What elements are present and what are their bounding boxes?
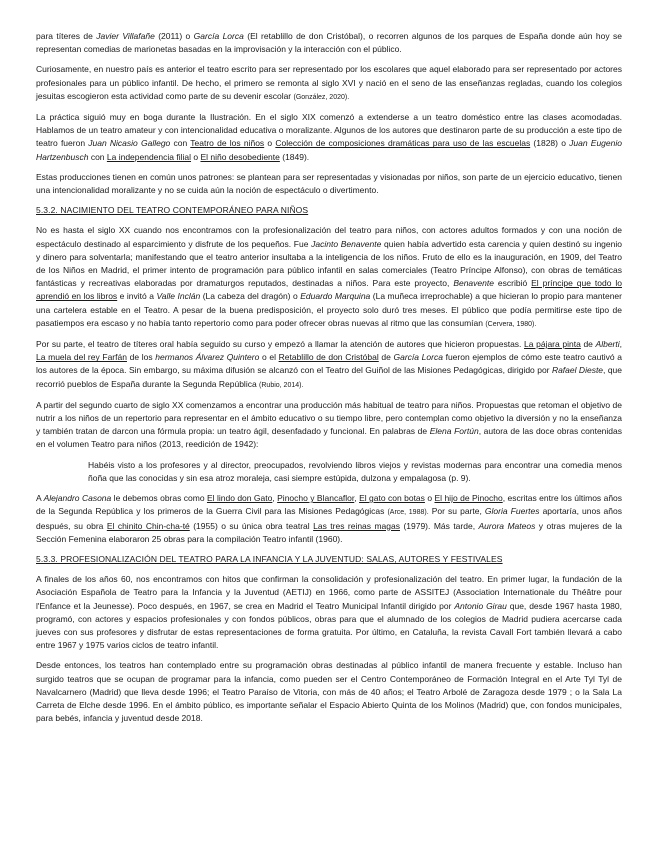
- italic-name: Javier Villafañe: [96, 31, 155, 41]
- work-title: El hijo de Pinocho: [434, 493, 503, 504]
- text-run: quien había advertido esta carencia y quien destinó su ingenio y dinero para solventarla; manifestando que el teatro anterior insultaba a la inteligencia de los niños. Fruto de ello es la inauguración, en 1909, del Teatro de los Niños en Madrid, el primer intento de programación para público infantil en salas comerciales (Teatro Príncipe Alfonso), con obras de temáticas fantásticas y recreativas elaboradas por dramaturgos reputados, destinadas a niños. Para este proyecto,: [36, 238, 622, 289]
- text-run: No es hasta el siglo XX cuando nos encontramos con la profesionalización del teatro para niños, con actores adultos formados y con una noción de espectáculo destinado al esparcimiento y disfrute de los pequeños. Fue: [36, 225, 622, 249]
- text-run: y otras mujeres de la Sección Femenina elaboraron 25 obras para la compilación Teatro infantil (1960).: [36, 520, 623, 544]
- italic-name: Aurora Mateos: [478, 520, 536, 531]
- italic-name: García Lorca: [193, 31, 244, 41]
- text-run: Habéis visto a los profesores y al director, preocupados, revolviendo libros viejos y revistas modernas para encontrar una comedia menos ñoña que las conocidas y sin esa atroz moraleja, casi siempre estúpida, dulzona y empalagosa (p. 9).: [88, 459, 622, 483]
- text-run: 5.3.2. NACIMIENTO DEL TEATRO CONTEMPORÁNEO PARA NIÑOS: [36, 205, 309, 216]
- italic-name: Rafael Dieste: [551, 365, 604, 376]
- work-title: El niño desobediente: [200, 151, 280, 162]
- text-run: (1955) o su única obra teatral: [189, 520, 314, 531]
- text-run: o el: [259, 352, 279, 363]
- italic-name: Valle Inclán: [156, 291, 201, 302]
- work-title: El príncipe que todo lo aprendió en los libros: [36, 278, 622, 302]
- work-title: El gato con botas: [359, 493, 425, 504]
- work-title: La muela del rey Farfán: [36, 352, 127, 363]
- work-title: El lindo don Gato: [206, 493, 273, 504]
- text-run: (El retablillo de don Cristóbal), o recorren algunos de los parques de España donde aún hoy se representan comedias de marionetas basadas en la improvisación y la interacción con el público.: [36, 31, 622, 55]
- paragraph: [36, 224, 622, 331]
- text-run: (2011) o: [154, 31, 194, 41]
- paragraph: [36, 171, 622, 197]
- text-run: Por su parte, el teatro de títeres oral había seguido su curso y empezó a llamar la atención de autores que hicieron propuestas.: [36, 339, 525, 350]
- italic-name: Jacinto Benavente: [311, 238, 382, 249]
- block-quote: [36, 459, 622, 485]
- paragraph: [36, 492, 622, 546]
- citation: (Cervera, 1980).: [485, 320, 537, 328]
- paragraph: [36, 30, 622, 56]
- text-run: (La cabeza del dragón) o: [200, 291, 301, 302]
- section-heading: [36, 204, 622, 217]
- work-title: La independencia filial: [106, 151, 192, 162]
- italic-name: Antonio Girau: [454, 600, 507, 611]
- work-title: El chinito Chin-cha-té: [106, 520, 190, 531]
- paragraph: [36, 338, 622, 392]
- italic-name: Alejandro Casona: [43, 493, 112, 504]
- paragraph: [36, 573, 622, 652]
- text-run: fueron ejemplos de cómo este teatro cautivó a los autores de la época. Sin embargo, su máxima difusión se alcanzó con el Teatro del Guiñol de las Misiones Pedagógicas, dirigido por: [36, 352, 622, 376]
- italic-name: Benavente: [453, 278, 494, 289]
- italic-name: Juan Eugenio Hartzenbusch: [36, 138, 622, 162]
- text-run: que, desde 1967 hasta 1980, programó, con actores y espacios profesionales y con fondos públicos, obras para que el alumnado de los colegios de Madrid pudiera acercarse cada jueves con sus profesores y disfrutar de estas representaciones de forma gratuita. Por último, en Cataluña, la revista Cavall Fort también llevará a cabo entre 1967 y 1975 varios ciclos de teatro infantil.: [36, 600, 623, 651]
- work-title: Retablillo de don Cristóbal: [278, 352, 379, 363]
- text-run: La práctica siguió muy en boga durante la Ilustración. En el siglo XIX comenzó a extenderse a un teatro doméstico entre las clases acomodadas. Hablamos de un teatro amateur y con intencionalidad educativa o moralizante. Algunos de los autores que destinaron parte de su producción a este tipo de teatro fueron: [36, 112, 622, 149]
- text-run: (1828) o: [530, 138, 570, 149]
- italic-name: Alberti: [595, 339, 620, 350]
- text-run: de: [580, 339, 596, 350]
- text-run: A: [36, 493, 44, 504]
- work-title: La pájara pinta: [524, 339, 581, 350]
- text-run: (1979). Más tarde,: [400, 520, 479, 531]
- text-run: , escritas entre los últimos años de la Segunda República y los primeros de la Guerra Civil para las Misiones Pedagógicas: [36, 493, 623, 517]
- text-run: de: [378, 352, 394, 363]
- italic-name: Gloria Fuertes: [484, 506, 540, 517]
- citation: (González, 2020).: [293, 93, 350, 101]
- text-run: de los: [126, 352, 156, 363]
- citation: (Arce, 1988).: [387, 509, 429, 517]
- work-title: Teatro de los niños: [190, 138, 265, 149]
- text-run: Estas producciones tienen en común unos patrones: se plantean para ser representadas y visionadas por niños, son parte de un ejercicio educativo, tienen una intencionalidad moralizante y no se cuida aún la noción de espectáculo o divertimento.: [36, 171, 622, 196]
- italic-name: Juan Nicasio Gallego: [88, 138, 171, 149]
- text-run: escribió: [493, 278, 532, 289]
- text-run: A finales de los años 60, nos encontramos con hitos que confirman la consolidación y profesionalización del teatro. En primer lugar, la fundación de la Asociación Española de Teatro para la Infancia y la Juventud (AETIJ) en 1966, como parte de ASSITEJ (Association Internationale du Théâtre pour l'Enfance et la Jeunesse). Poco después, en 1967, se crea en Madrid el Teatro Municipal Infantil dirigido por: [36, 574, 622, 611]
- italic-name: García Lorca: [393, 352, 443, 363]
- work-title: Las tres reinas magas: [313, 520, 400, 531]
- text-run: Por su parte,: [428, 506, 485, 517]
- text-run: ,: [272, 493, 278, 504]
- text-run: o: [424, 493, 435, 504]
- work-title: Colección de composiciones dramáticas para uso de las escuelas: [275, 138, 531, 149]
- text-run: Desde entonces, los teatros han contemplado entre su programación obras destinadas al público infantil de manera frecuente y estable. Incluso han surgido teatros que se ocupan de programar para la infancia, como pueden ser el Centro Contemporáneo de Formación Integral en el Arte Tyl Tyl de Navalcarnero (Madrid) que lleva desde 1996; el Teatro Paraíso de Vitoria, con más de 40 años; el Teatro Arbolé de Zaragoza desde 1979 ; o la Sala La Carreta de Elche desde 1996. En el ámbito público, es importante señalar el Espacio Abierto Quinta de los Molinos (Madrid) que, con fondos municipales, para bebés, infancia y juventud desde 2018.: [36, 660, 622, 724]
- citation: (Rubio, 2014).: [259, 381, 304, 389]
- text-run: 5.3.3. PROFESIONALIZACIÓN DEL TEATRO PARA LA INFANCIA Y LA JUVENTUD: SALAS, AUTORES Y FESTIVALES: [36, 553, 503, 564]
- text-run: aportaría, unos años después, su obra: [36, 506, 622, 531]
- work-title: Pinocho y Blancaflor: [277, 493, 355, 504]
- paragraph: [36, 63, 622, 104]
- italic-name: hermanos Álvarez Quintero: [155, 352, 260, 363]
- paragraph: [36, 659, 622, 725]
- text-run: con: [170, 138, 191, 149]
- section-heading: [36, 553, 622, 566]
- text-run: le debemos obras como: [111, 493, 207, 504]
- text-run: con: [88, 151, 107, 162]
- text-run: ,: [354, 493, 360, 504]
- paragraph: [36, 111, 622, 164]
- text-run: (1849).: [279, 151, 310, 162]
- text-run: para títeres de: [36, 31, 97, 41]
- italic-name: Eduardo Marquina: [300, 291, 371, 302]
- text-run: , autora de las doce obras contenidas en el volumen Teatro para niños (2013, reedición de 1942):: [36, 426, 622, 450]
- text-run: A partir del segundo cuarto de siglo XX comenzamos a encontrar una producción más habitual de teatro para niños. Propuestas que retoman el objetivo de nutrir a los niños de un repertorio para representar en el ámbito educativo o su tiempo libre, pero contemplan como objetivo la diversión y no la enseñanza y también tratan de darcon una fórmula propia: un teatro ágil, desenfadado y funcional. En palabras de: [36, 399, 622, 437]
- text-run: Curiosamente, en nuestro país es anterior el teatro escrito para ser representado por los escolares que aquel elaborado para ser representado por actores profesionales para un público infantil. De hecho, el primero se remonta al siglo XVI y nació en el seno de las enseñanzas regladas, cuando los colegios jesuitas escogieron esta actividad como parte de su devenir escolar: [36, 64, 622, 101]
- text-run: ,: [619, 339, 622, 350]
- text-run: o: [264, 138, 276, 149]
- document-body: [36, 30, 622, 732]
- text-run: o: [191, 151, 201, 162]
- italic-name: Elena Fortún: [429, 426, 479, 437]
- text-run: , que recorrió pueblos de España durante la Segunda República: [36, 365, 623, 389]
- text-run: e invitó a: [117, 291, 157, 302]
- text-run: (La muñeca irreprochable) a que hicieran lo propio para mantener una cartelera estable en el Teatro. A pesar de la buena predisposición, el proyecto solo duró tres meses. El público que podía permitirse este tipo de pasatiempos era escaso y no había tanto repertorio como para poder ofrecer obras nuevas al ritmo que las consumían: [36, 291, 622, 328]
- paragraph: [36, 399, 622, 452]
